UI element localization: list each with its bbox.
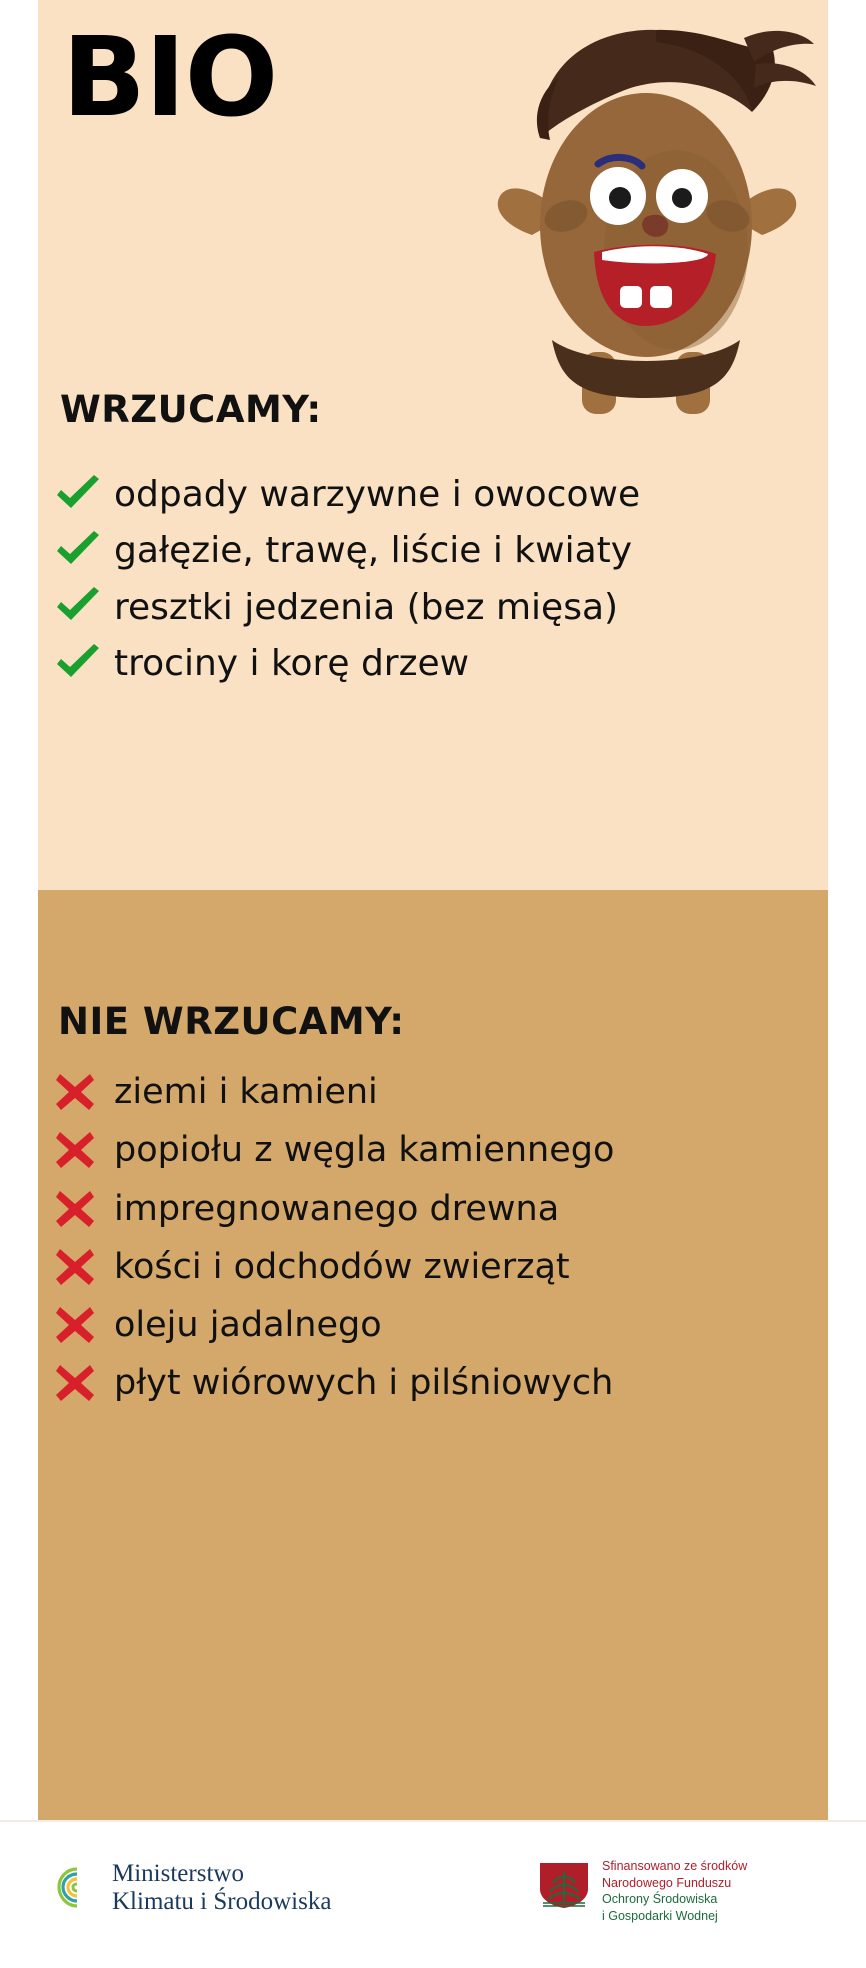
- list-item-label: odpady warzywne i owocowe: [114, 474, 641, 515]
- potato-mascot-illustration: [470, 20, 820, 430]
- cross-icon: [54, 1189, 114, 1229]
- list-item: [54, 1189, 814, 1229]
- list-item: [54, 1305, 814, 1345]
- fund-emblem-icon: [535, 1859, 593, 1911]
- fund-line-3: Ochrony Środowiska: [602, 1892, 718, 1907]
- cross-icon: [54, 1247, 114, 1287]
- fund-line-4: i Gospodarki Wodnej: [602, 1908, 718, 1923]
- cross-icon: [54, 1130, 114, 1170]
- check-icon: [54, 531, 114, 571]
- fund-logo-text: [602, 1858, 747, 1925]
- list-item: [54, 1130, 814, 1170]
- list-item-label: ziemi i kamieni: [114, 1072, 378, 1112]
- list-item: [54, 587, 814, 628]
- reject-list: [54, 1072, 814, 1422]
- ministry-logo: [55, 1860, 331, 1916]
- list-item-label: kości i odchodów zwierząt: [114, 1246, 570, 1287]
- cross-icon: [54, 1305, 114, 1345]
- right-white-margin: [828, 0, 866, 1820]
- list-item: [54, 474, 814, 515]
- fund-line-1: Sfinansowano ze środków: [602, 1859, 748, 1873]
- list-item-label: oleju jadalnego: [114, 1305, 382, 1345]
- ministry-line-1: Ministerstwo: [112, 1860, 244, 1887]
- cross-icon: [54, 1363, 114, 1403]
- list-item: [54, 1363, 814, 1403]
- accept-heading: WRZUCAMY:: [60, 388, 322, 431]
- list-item: [54, 530, 814, 571]
- list-item-label: impregnowanego drewna: [114, 1188, 560, 1229]
- list-item: [54, 1072, 814, 1112]
- list-item-label: resztki jedzenia (bez mięsa): [114, 586, 619, 628]
- page-title: BIO: [62, 13, 278, 141]
- list-item-label: płyt wiórowych i pilśniowych: [114, 1363, 614, 1404]
- check-icon: [54, 644, 114, 684]
- accept-list: [54, 474, 814, 700]
- list-item: [54, 643, 814, 684]
- cross-icon: [54, 1072, 114, 1112]
- footer-divider: [0, 1820, 866, 1822]
- list-item-label: gałęzie, trawę, liście i kwiaty: [114, 530, 633, 572]
- list-item-label: popiołu z węgla kamiennego: [114, 1130, 615, 1171]
- ministry-line-2: Klimatu i Środowiska: [112, 1888, 332, 1915]
- ministry-emblem-icon: [55, 1866, 99, 1910]
- ministry-logo-text: [112, 1860, 331, 1916]
- check-icon: [54, 587, 114, 627]
- reject-heading: NIE WRZUCAMY:: [58, 1000, 405, 1043]
- list-item: [54, 1247, 814, 1287]
- list-item-label: trociny i korę drzew: [114, 643, 470, 685]
- fund-line-2: Narodowego Funduszu: [602, 1875, 732, 1890]
- left-white-margin: [0, 0, 38, 1820]
- check-icon: [54, 475, 114, 515]
- fund-logo: [535, 1858, 747, 1925]
